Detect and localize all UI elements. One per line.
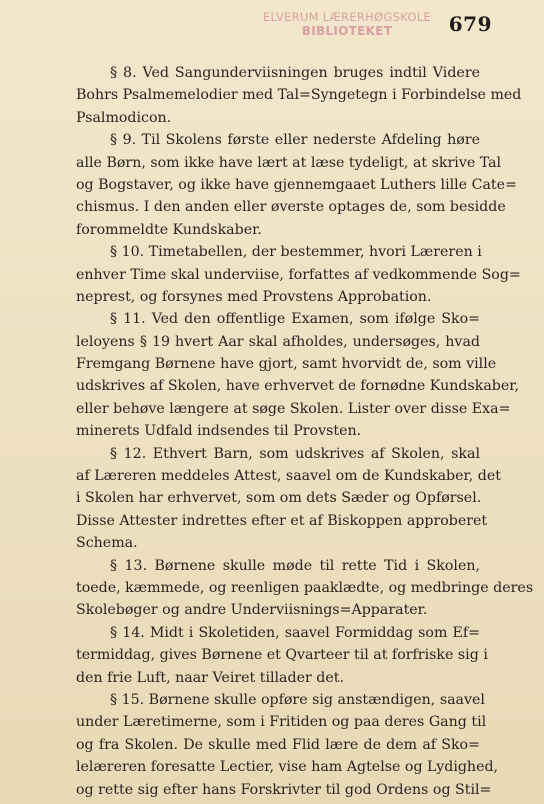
text-line: enhver Time skal underviise, forfattes af vedkommende Sog= [76, 266, 521, 283]
text-line: og fra Skolen. De skulle med Flid lære de dem af Sko= [76, 736, 480, 753]
text-line: § 12. Ethvert Barn, som udskrives af Skolen, skal [110, 445, 480, 462]
text-line: toede, kæmmede, og reenligen paaklædte, og medbringe deres [76, 579, 534, 596]
text-line: § 9. Til Skolens første eller nederste Afdeling høre [110, 132, 480, 149]
text-line: Psalmodicon. [76, 109, 172, 126]
text-line: neprest, og forsynes med Provstens Approbation. [76, 288, 432, 305]
text-line: § 8. Ved Sangunderviisningen bruges indtil Videre [110, 65, 480, 81]
text-line: og Bogstaver, og ikke have gjennemgaaet Luthers lille Cate= [76, 176, 517, 193]
text-line: den frie Luft, naar Veiret tillader det. [76, 669, 344, 686]
text-line: Schema. [76, 535, 138, 552]
text-line: Fremgang Børnene have gjort, samt hvorvidt de, som ville [76, 356, 497, 373]
text-line: leloyens § 19 hvert Aar skal afholdes, undersøges, hvad [76, 333, 480, 350]
text-line: alle Børn, som ikke have lært at læse tydeligt, at skrive Tal [76, 154, 502, 171]
text-line: i Skolen har erhvervet, som om dets Sæder og Opførsel. [76, 490, 482, 507]
page-number: 679 [448, 12, 492, 36]
text-line: lelæreren foresatte Lectier, vise ham Agtelse og Lydighed, [76, 759, 499, 776]
text-line: eller behøve længere at søge Skolen. Lister over disse Exa= [76, 400, 511, 417]
stamp-line-1: ELVERUM LÆRERHØGSKOLE [262, 10, 432, 24]
text-line: § 14. Midt i Skoletiden, saavel Formiddag som Ef= [110, 624, 480, 641]
body-text [76, 62, 534, 801]
text-line: § 13. Børnene skulle møde til rette Tid i Skolen, [110, 557, 480, 574]
library-stamp [252, 10, 442, 39]
text-line: § 15. Børnene skulle opføre sig anstændigen, saavel [110, 691, 485, 708]
text-line: Skolebøger og andre Underviisnings=Apparater. [76, 602, 428, 619]
text-line: forommeldte Kundskaber. [76, 221, 262, 238]
text-line: § 10. Timetabellen, der bestemmer, hvori Læreren i [110, 244, 482, 261]
text-line: minerets Udfald indsendes til Provsten. [76, 423, 362, 440]
stamp-line-2: BIBLIOTEKET [301, 24, 393, 39]
text-line: under Læretimerne, som i Fritiden og paa deres Gang til [76, 714, 487, 731]
text-line: Bohrs Psalmemelodier med Tal=Syngetegn i Forbindelse med [76, 87, 522, 104]
text-line: termiddag, gives Børnene et Qvarteer til at forfriske sig i [76, 647, 488, 664]
text-line: § 11. Ved den offentlige Examen, som ifølge Sko= [110, 311, 480, 328]
text-line: Disse Attester indrettes efter et af Biskoppen approberet [76, 512, 488, 529]
text-line: udskrives af Skolen, have erhvervet de fornødne Kundskaber, [76, 378, 519, 395]
text-line: af Læreren meddeles Attest, saavel om de Kundskaber, det [76, 468, 501, 485]
text-line: og rette sig efter hans Forskrivter til god Ordens og Stil= [76, 781, 492, 798]
text-line: chismus. I den anden eller øverste optages de, som besidde [76, 199, 506, 216]
